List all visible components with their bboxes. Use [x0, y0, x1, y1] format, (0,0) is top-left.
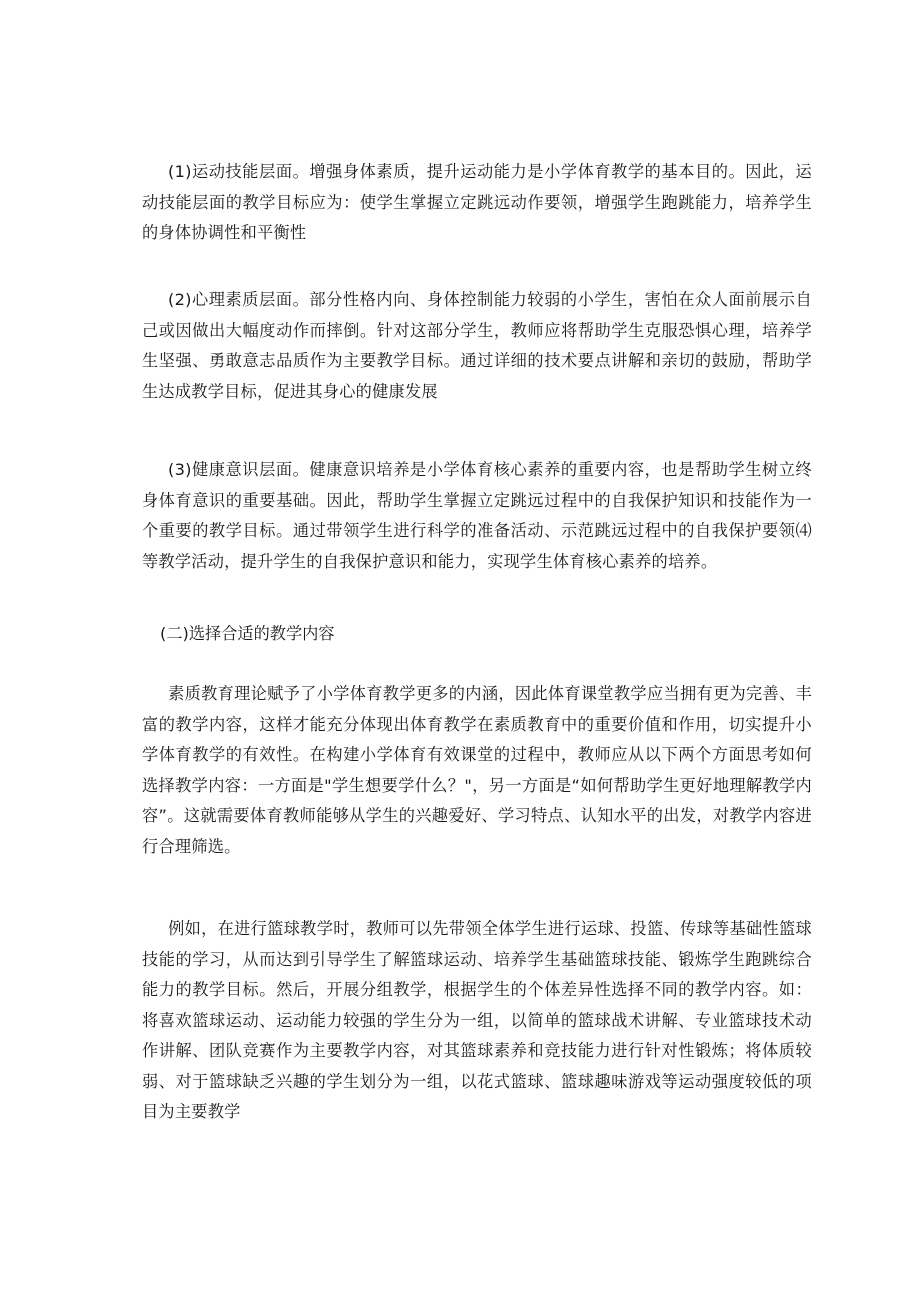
- paragraph-text: 例如，在进行篮球教学时，教师可以先带领全体学生进行运球、投篮、传球等基础性篮球技能的学习，从而达到引导学生了解篮球运动、培养学生基础篮球技能、锻炼学生跑跳综合能力的教学目标。然后，开展分组教学，根据学生的个体差异性选择不同的教学内容。如：将喜欢篮球运动、运动能力较强的学生分为一组，以简单的篮球战术讲解、专业篮球技术动作讲解、团队竞赛作为主要教学内容，对其篮球素养和竞技能力进行针对性锻炼；将体质较弱、对于篮球缺乏兴趣的学生划分为一组，以花式篮球、篮球趣味游戏等运动强度较低的项目为主要教学: [142, 919, 812, 1121]
- paragraph-psychological-quality: [142, 285, 812, 407]
- paragraph-teaching-content: [142, 679, 812, 862]
- paragraph-text: (2)心理素质层面。部分性格内向、身体控制能力较弱的小学生，害怕在众人面前展示自己或因做出大幅度动作而摔倒。针对这部分学生，教师应将帮助学生克服恐惧心理，培养学生坚强、勇敢意志品质作为主要教学目标。通过详细的技术要点讲解和亲切的鼓励，帮助学生达成教学目标，促进其身心的健康发展: [142, 290, 812, 401]
- paragraph-basketball-example: [142, 914, 812, 1128]
- paragraph-health-awareness: [142, 455, 812, 577]
- paragraph-text: (3)健康意识层面。健康意识培养是小学体育核心素养的重要内容，也是帮助学生树立终身体育意识的重要基础。因此，帮助学生掌握立定跳远过程中的自我保护知识和技能作为一个重要的教学目标。通过带领学生进行科学的准备活动、示范跳远过程中的自我保护要领⑷等教学活动，提升学生的自我保护意识和能力，实现学生体育核心素养的培养。: [142, 460, 812, 571]
- section-heading: (二)选择合适的教学内容: [160, 624, 335, 643]
- paragraph-text: 素质教育理论赋予了小学体育教学更多的内涵，因此体育课堂教学应当拥有更为完善、丰富的教学内容，这样才能充分体现出体育教学在素质教育中的重要价值和作用，切实提升小学体育教学的有效性。在构建小学体育有效课堂的过程中，教师应从以下两个方面思考如何选择教学内容：一方面是"学生想要学什么？"，另一方面是“如何帮助学生更好地理解教学内容”。这就需要体育教师能够从学生的兴趣爱好、学习特点、认知水平的出发，对教学内容进行合理筛选。: [142, 684, 812, 856]
- paragraph-motor-skills: [142, 157, 812, 249]
- paragraph-text: (1)运动技能层面。增强身体素质，提升运动能力是小学体育教学的基本目的。因此，运动技能层面的教学目标应为：使学生掌握立定跳远动作要领，增强学生跑跳能力，培养学生的身体协调性和平衡性: [142, 162, 812, 242]
